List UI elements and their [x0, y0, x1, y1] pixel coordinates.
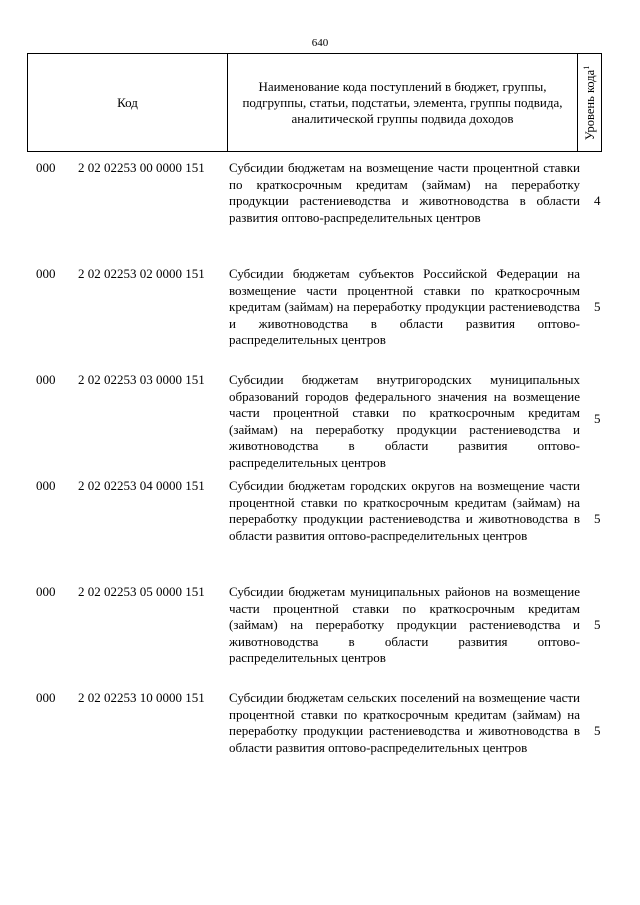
table-body	[0, 160, 640, 796]
header-level	[578, 54, 601, 151]
table-row	[0, 584, 640, 690]
page-number: 640	[311, 37, 329, 49]
row-level: 5	[594, 511, 601, 526]
row-prefix: 000	[36, 584, 56, 599]
row-prefix: 000	[36, 160, 56, 175]
row-description: Субсидии бюджетам внутригородских муниципальных образований городов федерального значения на возмещение части процентной ставки по краткосрочным кредитам (займам) на переработку продукции растениеводства и животноводства в области развития оптово-распределительных центров	[229, 372, 580, 470]
row-level: 5	[594, 617, 601, 632]
header-name: Наименование кода поступлений в бюджет, группы, подгруппы, статьи, подстатьи, элемента, группы подвида, аналитической группы подвида доходов	[228, 54, 578, 151]
header-level-text: Уровень кода	[582, 69, 597, 140]
table-row	[0, 372, 640, 478]
row-code: 2 02 02253 05 0000 151	[78, 584, 205, 599]
row-code: 2 02 02253 03 0000 151	[78, 372, 205, 387]
row-code: 2 02 02253 04 0000 151	[78, 478, 205, 493]
header-level-footnote: 1	[581, 65, 591, 70]
row-description: Субсидии бюджетам сельских поселений на возмещение части процентной ставки по краткосрочным кредитам (займам) на переработку продукции растениеводства и животноводства в области развития оптово-распределительных центров	[229, 690, 580, 755]
table-header	[27, 53, 602, 152]
table-row	[0, 160, 640, 266]
row-code: 2 02 02253 00 0000 151	[78, 160, 205, 175]
table-row	[0, 266, 640, 372]
row-description: Субсидии бюджетам субъектов Российской Федерации на возмещение части процентной ставки по краткосрочным кредитам (займам) на переработку продукции растениеводства и животноводства в области развития оптово-распределительных центров	[229, 266, 580, 348]
row-code: 2 02 02253 10 0000 151	[78, 690, 205, 705]
row-description: Субсидии бюджетам городских округов на возмещение части процентной ставки по краткосрочным кредитам (займам) на переработку продукции растениеводства и животноводства в области развития оптово-распределительных центров	[229, 478, 580, 543]
row-level: 5	[594, 723, 601, 738]
row-level: 4	[594, 193, 601, 208]
row-prefix: 000	[36, 266, 56, 281]
row-prefix: 000	[36, 478, 56, 493]
header-code: Код	[28, 54, 228, 151]
row-prefix: 000	[36, 372, 56, 387]
table-row	[0, 690, 640, 796]
row-description: Субсидии бюджетам муниципальных районов на возмещение части процентной ставки по краткосрочным кредитам (займам) на переработку продукции растениеводства и животноводства в области развития оптово-распределительных центров	[229, 584, 580, 666]
row-code: 2 02 02253 02 0000 151	[78, 266, 205, 281]
header-level-label	[581, 65, 597, 139]
row-level: 5	[594, 411, 601, 426]
row-level: 5	[594, 299, 601, 314]
row-description: Субсидии бюджетам на возмещение части процентной ставки по краткосрочным кредитам (займам) на переработку продукции растениеводства и животноводства в области развития оптово-распределительных центров	[229, 160, 580, 225]
table-row	[0, 478, 640, 584]
row-prefix: 000	[36, 690, 56, 705]
